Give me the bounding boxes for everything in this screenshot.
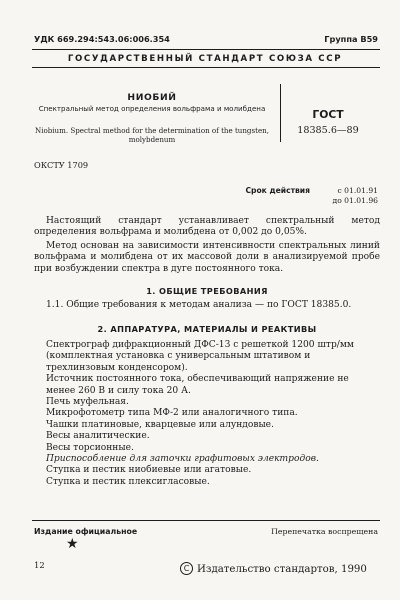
header-rule-bottom [32, 67, 380, 68]
intro-paragraph-1-text: Настоящий стандарт устанавливает спектральный метод определения вольфрама и молибдена от 0,002 до 0,05%. [34, 216, 380, 238]
list-item: Спектрограф дифракционный ДФС-13 с решеткой 1200 штр/мм (комплектная установка с универсальным штативом и трехлинзовым конденсором). [46, 340, 354, 373]
star-icon: ★ [66, 536, 79, 552]
list-item: Весы аналитические. [46, 431, 150, 442]
header-rule-top [32, 49, 380, 50]
equipment-list [34, 340, 380, 488]
validity-to: до 01.01.96 [332, 196, 378, 205]
list-item: Чашки платиновые, кварцевые или алундовые. [46, 419, 274, 430]
gost-label: ГОСТ [312, 108, 344, 121]
validity-label: Срок действия [245, 186, 310, 195]
section-2-title: 2. АППАРАТУРА, МАТЕРИАЛЫ И РЕАКТИВЫ [97, 324, 317, 334]
page-number: 12 [34, 560, 45, 570]
footer-rule [32, 520, 380, 521]
document-title: НИОБИЙ [127, 92, 177, 103]
list-item: Ступка и пестик плексигласовые. [46, 476, 210, 487]
list-item: Источник постоянного тока, обеспечивающий напряжение не менее 260 В и силу тока 20 А. [46, 374, 349, 396]
section-1-text [34, 300, 380, 311]
copyright-text: Издательство стандартов, 1990 [197, 564, 367, 575]
section-1-title: 1. ОБЩИЕ ТРЕБОВАНИЯ [146, 286, 268, 296]
document-subtitle-ru: Спектральный метод определения вольфрама и молибдена [38, 104, 266, 113]
list-item: Печь муфельная. [46, 397, 129, 408]
okstu-code: ОКСТУ 1709 [34, 160, 89, 170]
udk-code: УДК 669.294:543.06:006.354 [34, 34, 170, 44]
list-item: Ступка и пестик ниобиевые или агатовые. [46, 465, 252, 476]
copyright-notice [180, 562, 367, 575]
intro-paragraph-2 [34, 241, 380, 275]
standard-header: ГОСУДАРСТВЕННЫЙ СТАНДАРТ СОЮЗА ССР [67, 54, 343, 64]
validity-from: с 01.01.91 [337, 186, 378, 195]
section-1-text-content: 1.1. Общие требования к методам анализа — по ГОСТ 18385.0. [46, 300, 352, 310]
copyright-icon: C [180, 562, 193, 575]
official-edition-label: Издание официальное [34, 527, 138, 536]
intro-paragraph-1 [34, 216, 380, 239]
document-subtitle-en: Niobium. Spectral method for the determination of the tungsten, molybdenum [34, 126, 269, 145]
reprint-notice: Перепечатка воспрещена [271, 527, 378, 536]
intro-paragraph-2-text: Метод основан на зависимости интенсивности спектральных линий вольфрама и молибдена от их массовой доли в анализируемой пробе при возбуждении спектра в дуге постоянного тока. [34, 241, 380, 274]
list-item: Приспособление для заточки графитовых электродов. [46, 454, 319, 465]
list-item: Весы торсионные. [46, 442, 134, 453]
group-code: Группа В59 [324, 34, 378, 44]
gost-number: 18385.6—89 [297, 125, 359, 136]
list-item: Микрофотометр типа МФ-2 или аналогичного типа. [46, 408, 298, 419]
